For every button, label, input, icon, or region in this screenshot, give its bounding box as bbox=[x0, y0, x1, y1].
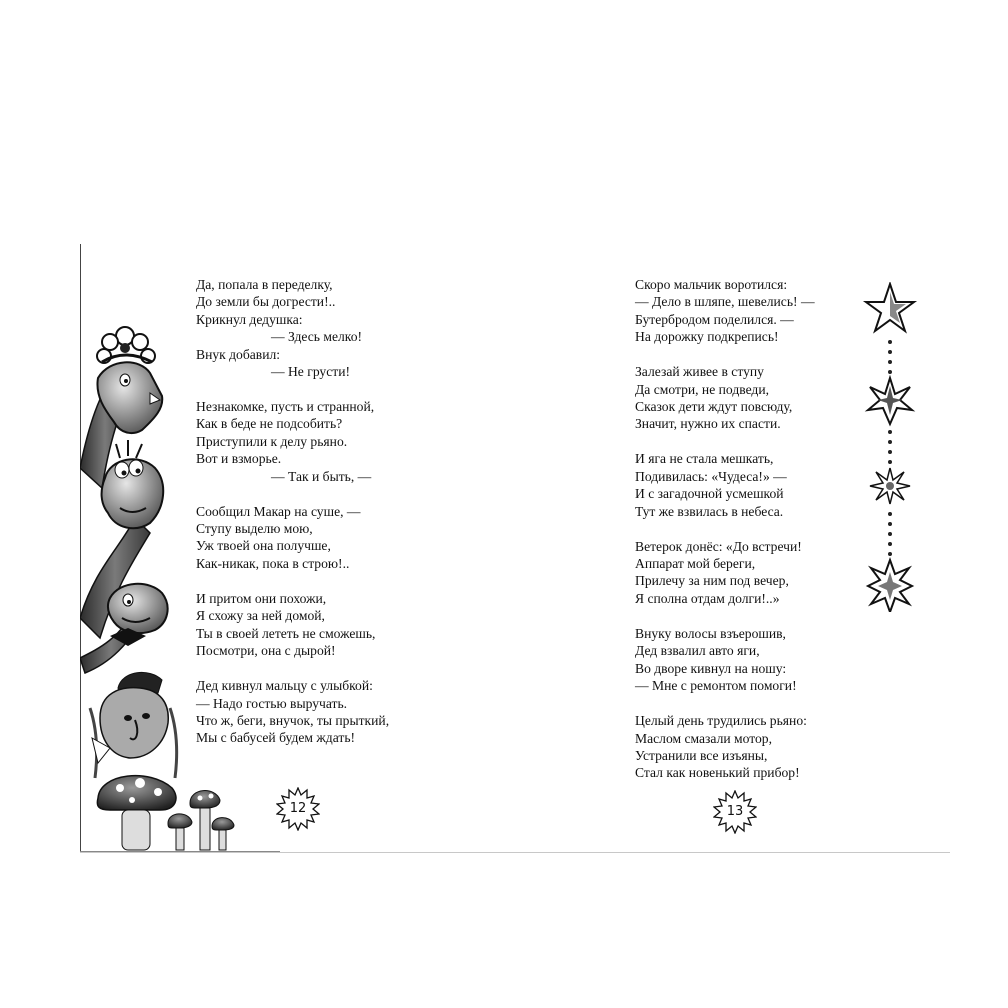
stars-dots-svg bbox=[862, 282, 918, 612]
poem-line: Внуку волосы взъерошив, bbox=[635, 625, 786, 641]
poem-line: Дед кивнул мальцу с улыбкой: bbox=[196, 678, 373, 694]
page-number-left: 12 bbox=[289, 801, 307, 816]
poem-line: — Не грусти! bbox=[271, 364, 351, 380]
poem-line: Скоро мальчик воротился: bbox=[635, 277, 788, 292]
poem-line: До земли бы догрести!.. bbox=[196, 294, 336, 310]
page-number-badge bbox=[276, 787, 320, 831]
poem-line: Я сполна отдам долги!..» bbox=[635, 590, 780, 606]
poem-line: Ветерок донёс: «До встречи! bbox=[635, 538, 802, 554]
snowflake-icon bbox=[868, 560, 912, 612]
dots-icon bbox=[888, 430, 892, 464]
poem-stanza bbox=[196, 398, 426, 485]
poem-line: Тут же взвилась в небеса. bbox=[635, 503, 784, 519]
poem-line: Да, попала в переделку, bbox=[196, 277, 333, 292]
poem-line: — Так и быть, — bbox=[271, 468, 372, 484]
poem-stanza bbox=[635, 276, 835, 346]
poem-line: Мы с бабусей будем ждать! bbox=[196, 730, 356, 746]
left-page-poem bbox=[196, 276, 426, 764]
baba-yaga-icon bbox=[90, 672, 177, 778]
poem-line: Незнакомке, пусть и странной, bbox=[196, 399, 375, 415]
poem-line: Приступили к делу рьяно. bbox=[196, 433, 348, 449]
poem-line: Ступу выделю мою, bbox=[196, 521, 313, 537]
poem-line: Ты в своей лететь не сможешь, bbox=[196, 625, 376, 641]
poem-line: — Мне с ремонтом помоги! bbox=[635, 678, 797, 694]
dragon-head-icon bbox=[102, 440, 164, 528]
star-icon bbox=[868, 378, 912, 424]
poem-stanza bbox=[196, 677, 426, 747]
poem-line: Да смотри, не подведи, bbox=[635, 381, 770, 397]
poem-line: Прилечу за ним под вечер, bbox=[635, 573, 789, 589]
poem-line: И с загадочной усмешкой bbox=[635, 486, 784, 502]
poem-line: — Надо гостью выручать. bbox=[196, 695, 348, 711]
page-number-right: 13 bbox=[726, 804, 744, 819]
page-number-badge bbox=[713, 790, 757, 834]
poem-line: Во дворе кивнул на ношу: bbox=[635, 660, 787, 676]
poem-line: Вот и взморье. bbox=[196, 451, 282, 467]
poem-line: Посмотри, она с дырой! bbox=[196, 643, 336, 659]
poem-line: И яга не стала мешкать, bbox=[635, 451, 774, 467]
stars-dots-decoration bbox=[862, 282, 918, 617]
poem-stanza bbox=[196, 590, 426, 660]
star-icon bbox=[866, 284, 914, 331]
dots-icon bbox=[888, 512, 892, 556]
mushroom-icon bbox=[97, 776, 176, 850]
poem-line: Внук добавил: bbox=[196, 346, 281, 362]
poem-line: Подивилась: «Чудеса!» — bbox=[635, 468, 787, 484]
flower-crown-icon bbox=[97, 327, 155, 363]
poem-line: — Здесь мелко! bbox=[271, 329, 363, 345]
poem-stanza bbox=[635, 363, 835, 433]
right-page-poem bbox=[635, 276, 835, 799]
poem-line: Целый день трудились рьяно: bbox=[635, 713, 807, 729]
poem-line: На дорожку подкрепись! bbox=[635, 329, 779, 345]
poem-stanza bbox=[635, 625, 835, 695]
mushroom-icon bbox=[168, 814, 192, 850]
poem-line: Сообщил Макар на суше, — bbox=[196, 503, 361, 519]
poem-stanza bbox=[196, 503, 426, 573]
poem-line: Маслом смазали мотор, bbox=[635, 730, 773, 746]
poem-stanza bbox=[196, 276, 426, 380]
poem-line: Как-никак, пока в строю!.. bbox=[196, 555, 350, 571]
poem-line: Я схожу за ней домой, bbox=[196, 608, 325, 624]
poem-line: Сказок дети ждут повсюду, bbox=[635, 399, 793, 415]
poem-stanza bbox=[635, 712, 835, 782]
starburst-icon bbox=[870, 468, 910, 504]
mushroom-icon bbox=[212, 818, 234, 850]
poem-line: Как в беде не подсобить? bbox=[196, 416, 343, 432]
poem-stanza bbox=[635, 450, 835, 520]
poem-line: Крикнул дедушка: bbox=[196, 311, 303, 327]
poem-line: И притом они похожи, bbox=[196, 590, 327, 606]
poem-line: — Дело в шляпе, шевелись! — bbox=[635, 294, 815, 310]
poem-line: Залезай живее в ступу bbox=[635, 364, 764, 380]
poem-line: Бутербродом поделился. — bbox=[635, 311, 794, 327]
poem-line: Значит, нужно их спасти. bbox=[635, 416, 781, 432]
poem-stanza bbox=[635, 538, 835, 608]
poem-line: Дед взвалил авто яги, bbox=[635, 643, 760, 659]
poem-line: Аппарат мой береги, bbox=[635, 556, 756, 572]
poem-line: Что ж, беги, внучок, ты прыткий, bbox=[196, 712, 390, 728]
poem-line: Уж твоей она получше, bbox=[196, 538, 331, 554]
dots-icon bbox=[888, 340, 892, 374]
poem-line: Стал как новенький прибор! bbox=[635, 765, 800, 781]
poem-line: Устранили все изъяны, bbox=[635, 747, 768, 763]
dragon-head-icon bbox=[108, 584, 168, 646]
